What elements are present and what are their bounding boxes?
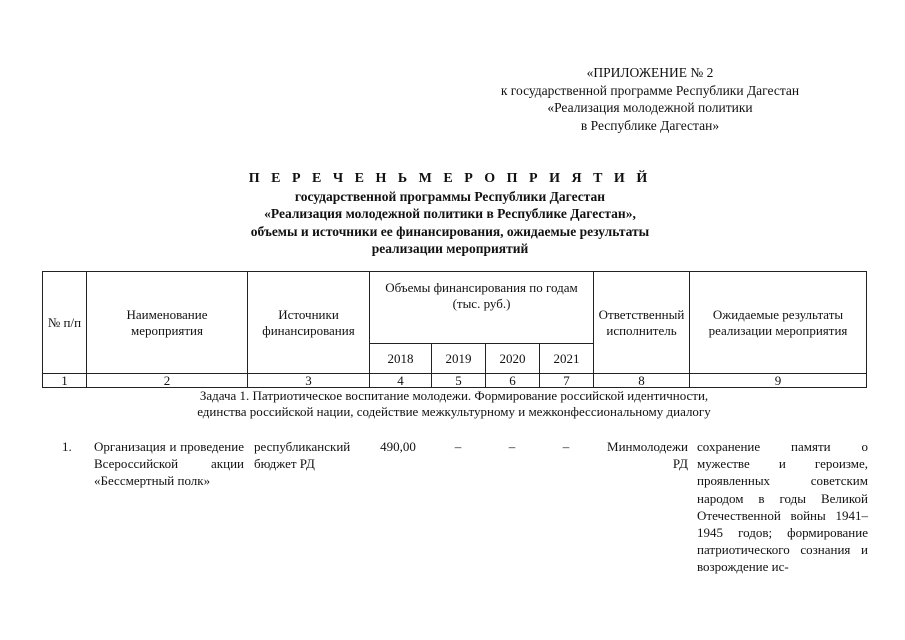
heading-line-2: государственной программы Республики Дагестан	[294, 188, 606, 204]
header-year: 2018	[370, 344, 432, 374]
row-executor: Минмолодежи РД	[607, 439, 688, 472]
row-measure-name: Организация и проведение Всероссийской акции «Бессмертный полк»	[94, 439, 244, 489]
column-number: 2	[87, 374, 248, 388]
row-amount-2019: –	[454, 439, 462, 454]
row-expected-result: сохранение памяти о мужестве и героизме, проявленных советским народом в годы Великой Отечественной войны 1941–1945 годов; формирование патриотического сознания и возрождение ис-	[697, 439, 868, 575]
header-name: Наименование мероприятия	[87, 272, 248, 374]
heading-line-4: объемы и источники ее финансирования, ожидаемые результаты	[250, 223, 650, 239]
header-year: 2021	[540, 344, 594, 374]
heading-line-3: «Реализация молодежной политики в Республике Дагестан»,	[264, 206, 636, 221]
column-number: 7	[540, 374, 594, 388]
column-number: 3	[248, 374, 370, 388]
column-number: 1	[43, 374, 87, 388]
header-year: 2019	[432, 344, 486, 374]
appendix-program: к государственной программе Республики Дагестан	[500, 82, 800, 98]
measures-table-header	[42, 271, 867, 388]
task-heading	[42, 388, 866, 420]
column-number: 8	[594, 374, 690, 388]
appendix-header	[470, 64, 830, 134]
header-executor: Ответственный исполнитель	[594, 272, 690, 374]
header-num: № п/п	[43, 272, 87, 374]
heading-line-5: реализации мероприятий	[371, 241, 529, 256]
appendix-program-name-1: «Реализация молодежной политики	[547, 100, 753, 115]
row-amount-2018: 490,00	[380, 439, 416, 454]
column-number: 6	[486, 374, 540, 388]
header-year: 2020	[486, 344, 540, 374]
row-number: 1.	[62, 439, 72, 454]
column-number: 9	[690, 374, 867, 388]
row-amount-2021: –	[562, 439, 570, 454]
appendix-program-name-2: в Республике Дагестан»	[580, 117, 720, 133]
appendix-title: «ПРИЛОЖЕНИЕ № 2	[586, 65, 714, 80]
column-number: 5	[432, 374, 486, 388]
document-heading	[140, 170, 760, 258]
row-funding-source: республиканский бюджет РД	[254, 439, 351, 472]
heading-title: П Е Р Е Ч Е Н Ь М Е Р О П Р И Я Т И Й	[248, 171, 652, 186]
row-amount-2020: –	[508, 439, 516, 454]
header-funding: Объемы финансирования по годам (тыс. руб.)	[370, 272, 594, 344]
header-results: Ожидаемые результаты реализации мероприятия	[690, 272, 867, 374]
task-line-2: единства российской нации, содействие межкультурному и межконфессиональному диалогу	[197, 404, 711, 419]
header-source: Источники финансирования	[248, 272, 370, 374]
task-line-1: Задача 1. Патриотическое воспитание молодежи. Формирование российской идентичности,	[199, 388, 709, 403]
column-number: 4	[370, 374, 432, 388]
